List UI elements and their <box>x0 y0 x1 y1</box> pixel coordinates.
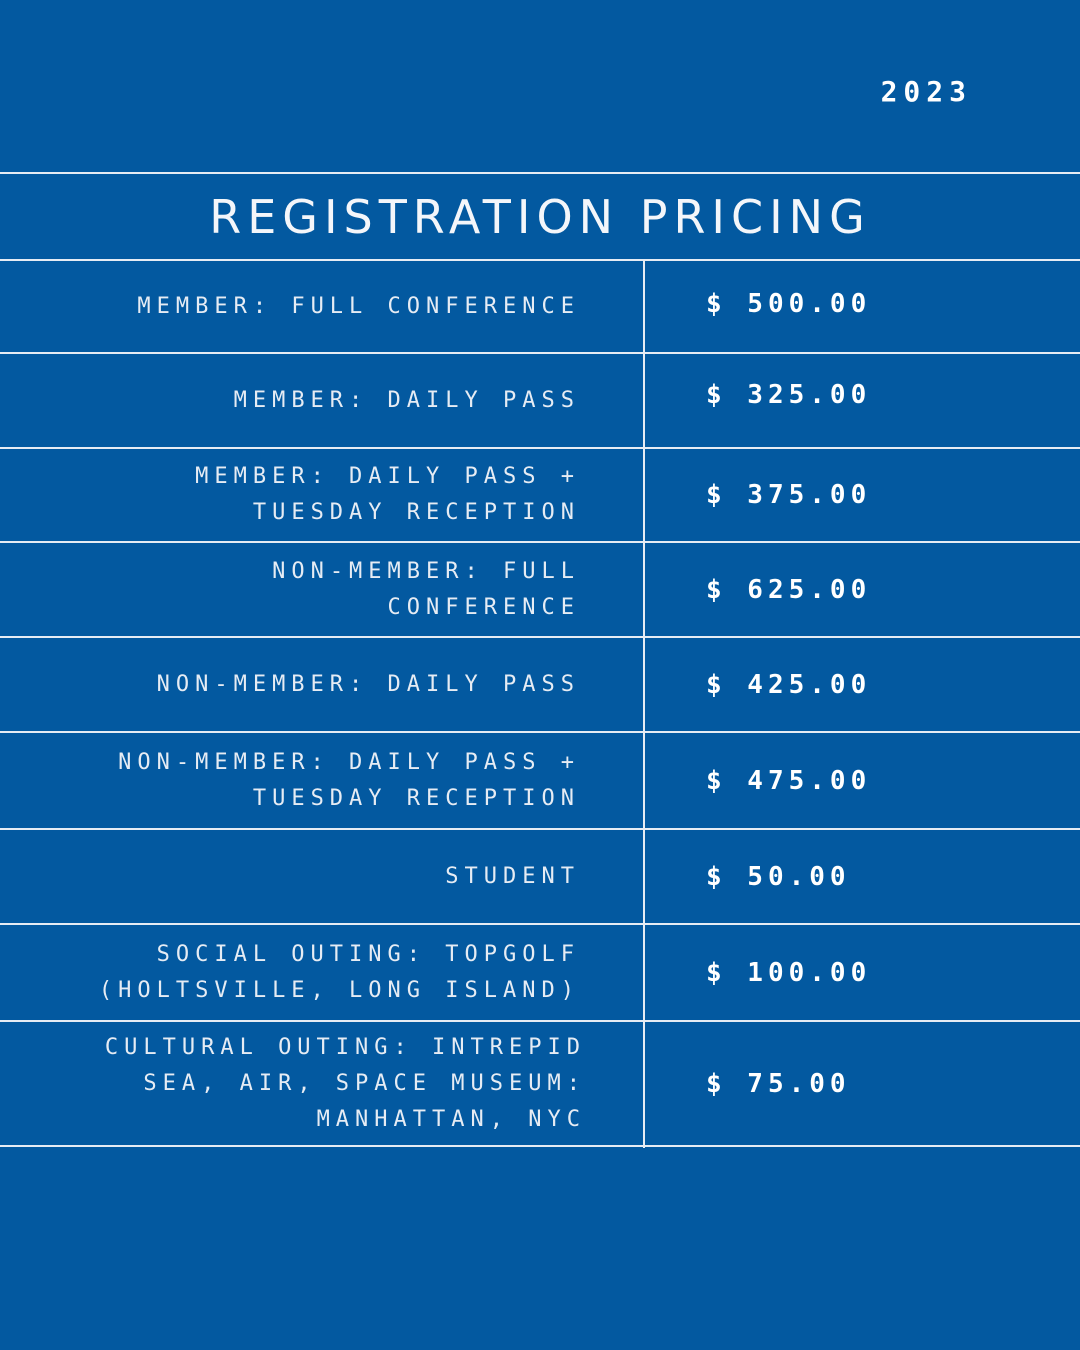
row-price: $ 625.00 <box>706 574 872 605</box>
row-price: $ 75.00 <box>706 1068 851 1099</box>
row-label: MEMBER: DAILY PASS + TUESDAY RECEPTION <box>195 464 580 525</box>
row-price: $ 50.00 <box>706 861 851 892</box>
row-price: $ 100.00 <box>706 957 872 988</box>
pricing-row <box>0 261 1080 353</box>
pricing-row <box>0 733 1080 828</box>
row-price: $ 425.00 <box>706 669 872 700</box>
row-label: STUDENT <box>445 863 580 889</box>
row-price: $ 325.00 <box>706 379 872 410</box>
row-label: MEMBER: DAILY PASS <box>233 387 580 413</box>
page-title: REGISTRATION PRICING <box>209 190 871 244</box>
row-label: NON-MEMBER: DAILY PASS + TUESDAY RECEPTION <box>118 749 580 811</box>
pricing-row <box>0 354 1080 447</box>
row-label: SOCIAL OUTING: TOPGOLF (HOLTSVILLE, LONG ISLAND) <box>98 941 580 1003</box>
row-label: NON-MEMBER: DAILY PASS <box>156 671 580 697</box>
pricing-row <box>0 925 1080 1020</box>
table-bottom-divider <box>0 1145 1080 1147</box>
row-label: NON-MEMBER: FULL CONFERENCE <box>272 558 580 620</box>
row-price: $ 375.00 <box>706 480 872 510</box>
pricing-row <box>0 543 1080 636</box>
pricing-row <box>0 830 1080 923</box>
row-label: CULTURAL OUTING: INTREPID SEA, AIR, SPACE MUSEUM: MANHATTAN, NYC <box>104 1034 586 1132</box>
pricing-row <box>0 449 1080 541</box>
row-price: $ 500.00 <box>706 289 872 319</box>
row-price: $ 475.00 <box>706 765 872 796</box>
year-label: 2023 <box>880 75 972 108</box>
row-label: MEMBER: FULL CONFERENCE <box>137 294 580 319</box>
pricing-row <box>0 1022 1080 1145</box>
pricing-row <box>0 638 1080 731</box>
